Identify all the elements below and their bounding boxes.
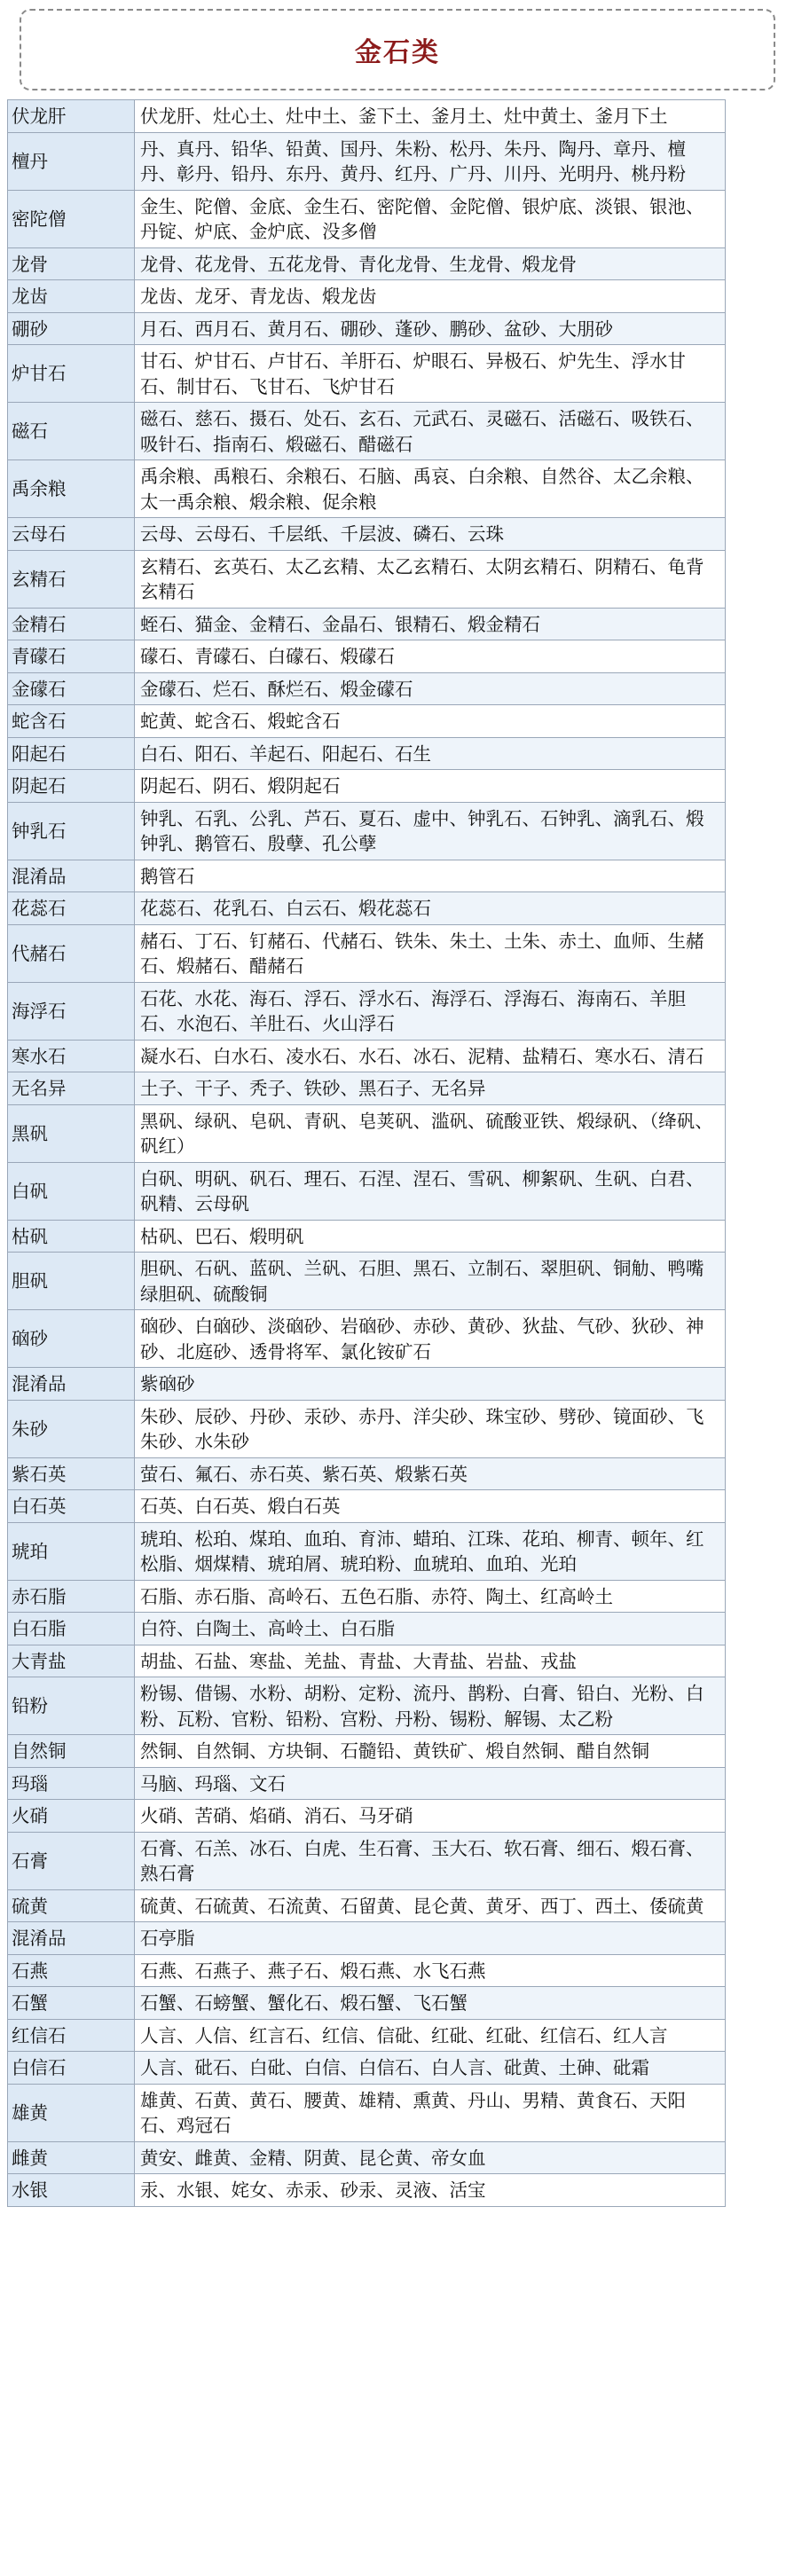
mineral-aliases-cell: 紫硇砂: [135, 1368, 726, 1401]
table-row: [8, 672, 726, 705]
mineral-aliases-cell: 蛭石、猫金、金精石、金晶石、银精石、煅金精石: [135, 608, 726, 640]
table-row: [8, 860, 726, 892]
mineral-name-cell: 玄精石: [8, 550, 135, 608]
mineral-aliases-cell: 月石、西月石、黄月石、硼砂、蓬砂、鹏砂、盆砂、大朋砂: [135, 312, 726, 345]
mineral-name-cell: 朱砂: [8, 1400, 135, 1457]
table-row: [8, 982, 726, 1040]
table-row: [8, 1490, 726, 1523]
mineral-name-cell: 硫黄: [8, 1889, 135, 1922]
table-row: [8, 2019, 726, 2052]
mineral-aliases-cell: 石蟹、石螃蟹、蟹化石、煅石蟹、飞石蟹: [135, 1987, 726, 2020]
mineral-name-cell: 石蟹: [8, 1987, 135, 2020]
mineral-name-cell: 赤石脂: [8, 1580, 135, 1613]
mineral-aliases-cell: 朱砂、辰砂、丹砂、汞砂、赤丹、洋尖砂、珠宝砂、劈砂、镜面砂、飞朱砂、水朱砂: [135, 1400, 726, 1457]
mineral-name-cell: 伏龙肝: [8, 100, 135, 133]
table-row: [8, 1677, 726, 1735]
mineral-name-cell: 火硝: [8, 1800, 135, 1833]
mineral-name-cell: 混淆品: [8, 1368, 135, 1401]
mineral-aliases-cell: 赭石、丁石、钉赭石、代赭石、铁朱、朱土、土朱、赤土、血师、生赭石、煅赭石、醋赭石: [135, 924, 726, 982]
mineral-aliases-cell: 鹅管石: [135, 860, 726, 892]
table-row: [8, 403, 726, 460]
mineral-name-cell: 大青盐: [8, 1645, 135, 1677]
mineral-name-cell: 龙齿: [8, 280, 135, 313]
mineral-aliases-cell: 胡盐、石盐、寒盐、羌盐、青盐、大青盐、岩盐、戎盐: [135, 1645, 726, 1677]
mineral-aliases-cell: 汞、水银、姹女、赤汞、砂汞、灵液、活宝: [135, 2174, 726, 2207]
table-row: [8, 1613, 726, 1645]
mineral-name-cell: 石膏: [8, 1832, 135, 1889]
mineral-aliases-cell: 金礞石、烂石、酥烂石、煅金礞石: [135, 672, 726, 705]
mineral-aliases-cell: 石脂、赤石脂、高岭石、五色石脂、赤符、陶土、红高岭土: [135, 1580, 726, 1613]
mineral-name-cell: 禹余粮: [8, 460, 135, 518]
table-body: [8, 100, 726, 2207]
table-row: [8, 770, 726, 803]
mineral-aliases-cell: 枯矾、巴石、煅明矾: [135, 1220, 726, 1253]
mineral-aliases-cell: 玄精石、玄英石、太乙玄精、太乙玄精石、太阴玄精石、阴精石、龟背玄精石: [135, 550, 726, 608]
mineral-aliases-cell: 火硝、苦硝、焰硝、消石、马牙硝: [135, 1800, 726, 1833]
mineral-name-cell: 密陀僧: [8, 190, 135, 247]
mineral-name-cell: 胆矾: [8, 1253, 135, 1310]
table-row: [8, 460, 726, 518]
table-row: [8, 1522, 726, 1580]
mineral-aliases-cell: 龙齿、龙牙、青龙齿、煅龙齿: [135, 280, 726, 313]
table-row: [8, 1072, 726, 1105]
table-row: [8, 1040, 726, 1072]
mineral-aliases-cell: 硇砂、白硇砂、淡硇砂、岩硇砂、赤砂、黄砂、狄盐、气砂、狄砂、神砂、北庭砂、透骨将军、氯化铵矿石: [135, 1310, 726, 1368]
table-row: [8, 247, 726, 280]
mineral-name-cell: 钟乳石: [8, 802, 135, 860]
mineral-aliases-cell: 礞石、青礞石、白礞石、煅礞石: [135, 640, 726, 673]
mineral-alias-table: [7, 99, 726, 2207]
mineral-name-cell: 代赭石: [8, 924, 135, 982]
table-row: [8, 518, 726, 551]
mineral-aliases-cell: 龙骨、花龙骨、五花龙骨、青化龙骨、生龙骨、煅龙骨: [135, 247, 726, 280]
mineral-name-cell: 白信石: [8, 2052, 135, 2085]
mineral-aliases-cell: 凝水石、白水石、凌水石、水石、冰石、泥精、盐精石、寒水石、清石: [135, 1040, 726, 1072]
table-row: [8, 1800, 726, 1833]
table-row: [8, 640, 726, 673]
table-row: [8, 924, 726, 982]
table-row: [8, 1162, 726, 1220]
mineral-name-cell: 檀丹: [8, 132, 135, 190]
mineral-aliases-cell: 白矾、明矾、矾石、理石、石涅、涅石、雪矾、柳絮矾、生矾、白君、矾精、云母矾: [135, 1162, 726, 1220]
mineral-name-cell: 花蕊石: [8, 892, 135, 925]
table-row: [8, 1735, 726, 1768]
mineral-aliases-cell: 金生、陀僧、金底、金生石、密陀僧、金陀僧、银炉底、淡银、银池、丹锭、炉底、金炉底、没多僧: [135, 190, 726, 247]
table-row: [8, 1580, 726, 1613]
mineral-name-cell: 铅粉: [8, 1677, 135, 1735]
table-row: [8, 1954, 726, 1987]
mineral-name-cell: 黑矾: [8, 1104, 135, 1162]
mineral-aliases-cell: 石花、水花、海石、浮石、浮水石、海浮石、浮海石、海南石、羊胆石、水泡石、羊肚石、火山浮石: [135, 982, 726, 1040]
mineral-name-cell: 硼砂: [8, 312, 135, 345]
mineral-aliases-cell: 石亭脂: [135, 1922, 726, 1955]
table-row: [8, 737, 726, 770]
table-row: [8, 1368, 726, 1401]
mineral-name-cell: 阴起石: [8, 770, 135, 803]
table-row: [8, 705, 726, 738]
mineral-aliases-cell: 胆矾、石矾、蓝矾、兰矾、石胆、黑石、立制石、翠胆矾、铜觔、鸭嘴绿胆矾、硫酸铜: [135, 1253, 726, 1310]
mineral-name-cell: 紫石英: [8, 1457, 135, 1490]
mineral-name-cell: 自然铜: [8, 1735, 135, 1768]
table-row: [8, 100, 726, 133]
table-row: [8, 550, 726, 608]
mineral-aliases-cell: 石英、白石英、煅白石英: [135, 1490, 726, 1523]
table-row: [8, 1457, 726, 1490]
mineral-aliases-cell: 花蕊石、花乳石、白云石、煅花蕊石: [135, 892, 726, 925]
table-row: [8, 1767, 726, 1800]
table-row: [8, 1310, 726, 1368]
mineral-name-cell: 青礞石: [8, 640, 135, 673]
mineral-aliases-cell: 丹、真丹、铅华、铅黄、国丹、朱粉、松丹、朱丹、陶丹、章丹、檀丹、彰丹、铅丹、东丹、黄丹、红丹、广丹、川丹、光明丹、桃丹粉: [135, 132, 726, 190]
mineral-name-cell: 寒水石: [8, 1040, 135, 1072]
table-row: [8, 802, 726, 860]
mineral-name-cell: 炉甘石: [8, 345, 135, 403]
table-row: [8, 2052, 726, 2085]
mineral-aliases-cell: 白石、阳石、羊起石、阳起石、石生: [135, 737, 726, 770]
mineral-aliases-cell: 磁石、慈石、摄石、处石、玄石、元武石、灵磁石、活磁石、吸铁石、吸针石、指南石、煅磁石、醋磁石: [135, 403, 726, 460]
mineral-name-cell: 石燕: [8, 1954, 135, 1987]
mineral-name-cell: 海浮石: [8, 982, 135, 1040]
table-row: [8, 1104, 726, 1162]
mineral-name-cell: 蛇含石: [8, 705, 135, 738]
mineral-name-cell: 琥珀: [8, 1522, 135, 1580]
table-row: [8, 2141, 726, 2174]
mineral-name-cell: 硇砂: [8, 1310, 135, 1368]
table-row: [8, 190, 726, 247]
table-row: [8, 280, 726, 313]
mineral-name-cell: 白石英: [8, 1490, 135, 1523]
mineral-name-cell: 枯矾: [8, 1220, 135, 1253]
table-row: [8, 1220, 726, 1253]
mineral-aliases-cell: 土子、干子、秃子、铁砂、黑石子、无名异: [135, 1072, 726, 1105]
mineral-aliases-cell: 石燕、石燕子、燕子石、煅石燕、水飞石燕: [135, 1954, 726, 1987]
mineral-name-cell: 雌黄: [8, 2141, 135, 2174]
mineral-name-cell: 玛瑙: [8, 1767, 135, 1800]
mineral-aliases-cell: 人言、人信、红言石、红信、信砒、红砒、红砒、红信石、红人言: [135, 2019, 726, 2052]
mineral-aliases-cell: 硫黄、石硫黄、石流黄、石留黄、昆仑黄、黄牙、西丁、西土、倭硫黄: [135, 1889, 726, 1922]
mineral-name-cell: 雄黄: [8, 2084, 135, 2141]
table-row: [8, 345, 726, 403]
mineral-aliases-cell: 萤石、氟石、赤石英、紫石英、煅紫石英: [135, 1457, 726, 1490]
table-row: [8, 312, 726, 345]
mineral-name-cell: 混淆品: [8, 1922, 135, 1955]
mineral-aliases-cell: 甘石、炉甘石、卢甘石、羊肝石、炉眼石、异极石、炉先生、浮水甘石、制甘石、飞甘石、飞炉甘石: [135, 345, 726, 403]
mineral-aliases-cell: 禹余粮、禹粮石、余粮石、石脑、禹哀、白余粮、自然谷、太乙余粮、太一禹余粮、煅余粮、促余粮: [135, 460, 726, 518]
mineral-aliases-cell: 粉锡、借锡、水粉、胡粉、定粉、流丹、鹊粉、白膏、铅白、光粉、白粉、瓦粉、官粉、铅粉、宫粉、丹粉、锡粉、解锡、太乙粉: [135, 1677, 726, 1735]
table-row: [8, 608, 726, 640]
mineral-aliases-cell: 然铜、自然铜、方块铜、石髓铅、黄铁矿、煅自然铜、醋自然铜: [135, 1735, 726, 1768]
mineral-aliases-cell: 石膏、石羔、冰石、白虎、生石膏、玉大石、软石膏、细石、煅石膏、熟石膏: [135, 1832, 726, 1889]
mineral-name-cell: 龙骨: [8, 247, 135, 280]
table-row: [8, 1922, 726, 1955]
table-row: [8, 2084, 726, 2141]
mineral-name-cell: 混淆品: [8, 860, 135, 892]
mineral-aliases-cell: 阴起石、阴石、煅阴起石: [135, 770, 726, 803]
mineral-name-cell: 磁石: [8, 403, 135, 460]
mineral-aliases-cell: 人言、砒石、白砒、白信、白信石、白人言、砒黄、土砷、砒霜: [135, 2052, 726, 2085]
mineral-aliases-cell: 黄安、雌黄、金精、阴黄、昆仑黄、帝女血: [135, 2141, 726, 2174]
table-row: [8, 892, 726, 925]
mineral-name-cell: 无名异: [8, 1072, 135, 1105]
section-title: 金石类: [355, 37, 440, 68]
table-row: [8, 1987, 726, 2020]
mineral-name-cell: 白石脂: [8, 1613, 135, 1645]
table-row: [8, 1832, 726, 1889]
mineral-aliases-cell: 蛇黄、蛇含石、煅蛇含石: [135, 705, 726, 738]
section-header: [20, 9, 775, 90]
mineral-aliases-cell: 琥珀、松珀、煤珀、血珀、育沛、蜡珀、江珠、花珀、柳青、顿年、红松脂、烟煤精、琥珀屑、琥珀粉、血琥珀、血珀、光珀: [135, 1522, 726, 1580]
mineral-aliases-cell: 钟乳、石乳、公乳、芦石、夏石、虚中、钟乳石、石钟乳、滴乳石、煅钟乳、鹅管石、殷孽、孔公孽: [135, 802, 726, 860]
mineral-aliases-cell: 云母、云母石、千层纸、千层波、磷石、云珠: [135, 518, 726, 551]
mineral-alias-table-container: [7, 99, 726, 2207]
mineral-aliases-cell: 雄黄、石黄、黄石、腰黄、雄精、熏黄、丹山、男精、黄食石、天阳石、鸡冠石: [135, 2084, 726, 2141]
mineral-name-cell: 阳起石: [8, 737, 135, 770]
table-row: [8, 1645, 726, 1677]
mineral-name-cell: 云母石: [8, 518, 135, 551]
mineral-aliases-cell: 白符、白陶土、高岭土、白石脂: [135, 1613, 726, 1645]
mineral-name-cell: 水银: [8, 2174, 135, 2207]
table-row: [8, 2174, 726, 2207]
mineral-name-cell: 红信石: [8, 2019, 135, 2052]
table-row: [8, 1889, 726, 1922]
mineral-name-cell: 金精石: [8, 608, 135, 640]
table-row: [8, 1400, 726, 1457]
mineral-aliases-cell: 黑矾、绿矾、皂矾、青矾、皂荚矾、滥矾、硫酸亚铁、煅绿矾、（绛矾、矾红）: [135, 1104, 726, 1162]
mineral-name-cell: 金礞石: [8, 672, 135, 705]
mineral-name-cell: 白矾: [8, 1162, 135, 1220]
mineral-aliases-cell: 马脑、玛瑙、文石: [135, 1767, 726, 1800]
mineral-aliases-cell: 伏龙肝、灶心土、灶中土、釜下土、釜月土、灶中黄土、釜月下土: [135, 100, 726, 133]
table-row: [8, 1253, 726, 1310]
table-row: [8, 132, 726, 190]
